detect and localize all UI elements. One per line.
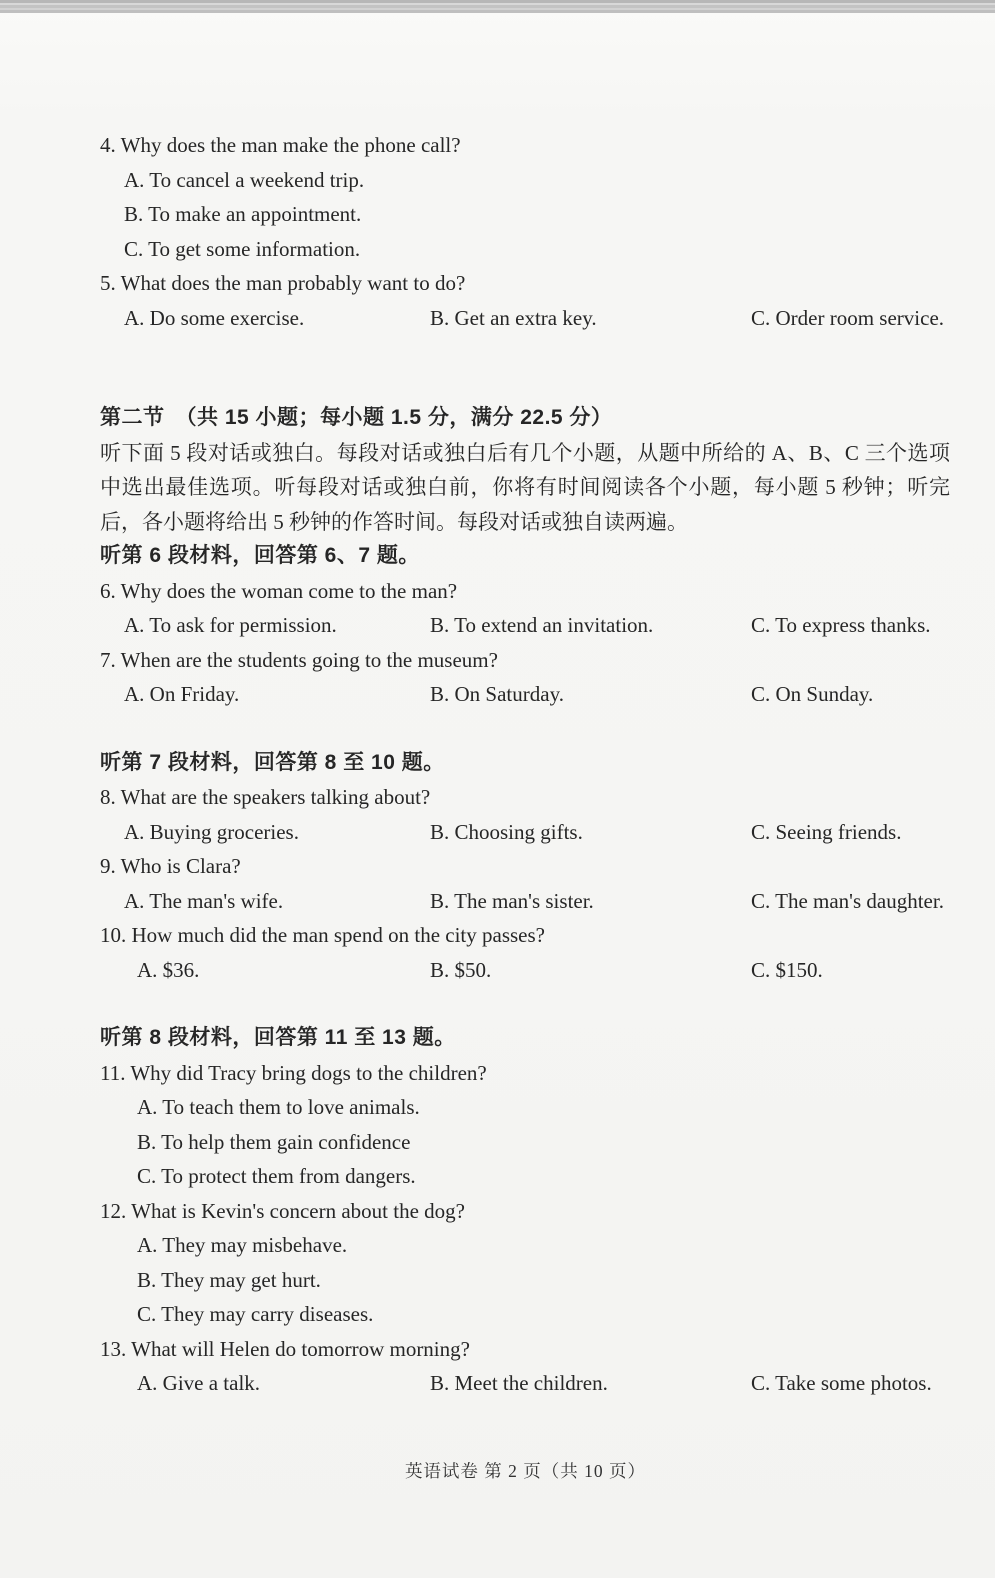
question-4-option-b: B. To make an appointment. — [124, 202, 362, 226]
question-10-option-c: C. $150. — [751, 957, 823, 982]
question-12-option-b: B. They may get hurt. — [137, 1267, 321, 1292]
question-13-options — [100, 1366, 950, 1401]
question-10-option-b: B. $50. — [430, 957, 492, 982]
question-12-option-c: C. They may carry diseases. — [137, 1302, 374, 1326]
question-8-option-a: A. Buying groceries. — [124, 819, 299, 844]
question-4-option-a: A. To cancel a weekend trip. — [124, 167, 365, 192]
question-6-text: 6. Why does the woman come to the man? — [100, 578, 458, 603]
question-9-option-c: C. The man's daughter. — [751, 888, 944, 913]
question-13-option-a: A. Give a talk. — [137, 1371, 261, 1395]
question-12-option-a: A. They may misbehave. — [137, 1233, 348, 1257]
question-6-option-c: C. To express thanks. — [751, 613, 931, 637]
question-7-text: 7. When are the students going to the museum? — [100, 647, 498, 672]
question-9-text: 9. Who is Clara? — [100, 854, 241, 878]
question-5-options — [100, 301, 950, 336]
question-4-option-c: C. To get some information. — [124, 236, 361, 261]
scan-edge-strip — [0, 0, 995, 13]
question-10-option-a: A. $36. — [137, 957, 200, 982]
question-11-text: 11. Why did Tracy bring dogs to the children? — [100, 1060, 487, 1085]
question-8-options — [100, 815, 950, 850]
question-7-options — [100, 677, 950, 712]
page-footer: 英语试卷 第 2 页（共 10 页） — [404, 1461, 647, 1481]
question-9-option-a: A. The man's wife. — [124, 888, 284, 913]
question-13-option-c: C. Take some photos. — [751, 1371, 932, 1395]
question-6-option-a: A. To ask for permission. — [124, 613, 337, 637]
question-10-text: 10. How much did the man spend on the city passes? — [100, 923, 545, 947]
section-2-instructions: 听下面 5 段对话或独白。每段对话或独白后有几个小题，从题中所给的 A、B、C 三个选项中选出最佳选项。听每段对话或独白前，你将有时间阅读各个小题，每小题 5 秒钟；听完后，各小题将给出 5 秒钟的作答时间。每段对话或独自读两遍。 — [100, 440, 950, 534]
question-10-options — [100, 953, 950, 988]
question-11-option-c: C. To protect them from dangers. — [137, 1164, 416, 1188]
question-7-option-c: C. On Sunday. — [751, 682, 874, 706]
material-6-heading: 听第 6 段材料，回答第 6、7 题。 — [100, 544, 420, 567]
question-12-text: 12. What is Kevin's concern about the dog? — [100, 1198, 465, 1223]
question-8-option-c: C. Seeing friends. — [751, 819, 902, 844]
question-9-option-b: B. The man's sister. — [430, 888, 594, 913]
question-8-text: 8. What are the speakers talking about? — [100, 785, 431, 809]
question-11-option-a: A. To teach them to love animals. — [137, 1095, 420, 1119]
page-content — [100, 128, 950, 1401]
section-2-heading: 第二节 （共 15 小题；每小题 1.5 分，满分 22.5 分） — [100, 406, 613, 429]
question-5-option-b: B. Get an extra key. — [430, 305, 597, 330]
question-6-options — [100, 608, 950, 643]
material-7-heading: 听第 7 段材料，回答第 8 至 10 题。 — [100, 750, 445, 774]
question-7-option-b: B. On Saturday. — [430, 682, 564, 706]
question-5-text: 5. What does the man probably want to do? — [100, 271, 466, 295]
material-8-heading: 听第 8 段材料，回答第 11 至 13 题。 — [100, 1026, 456, 1049]
question-5-option-c: C. Order room service. — [751, 305, 945, 330]
question-5-option-a: A. Do some exercise. — [124, 305, 305, 330]
question-7-option-a: A. On Friday. — [124, 682, 240, 706]
question-13-option-b: B. Meet the children. — [430, 1371, 608, 1395]
question-13-text: 13. What will Helen do tomorrow morning? — [100, 1336, 470, 1361]
question-11-option-b: B. To help them gain confidence — [137, 1129, 411, 1154]
question-8-option-b: B. Choosing gifts. — [430, 819, 583, 844]
question-6-option-b: B. To extend an invitation. — [430, 613, 654, 637]
question-9-options — [100, 884, 950, 919]
question-4-text: 4. Why does the man make the phone call? — [100, 133, 461, 157]
